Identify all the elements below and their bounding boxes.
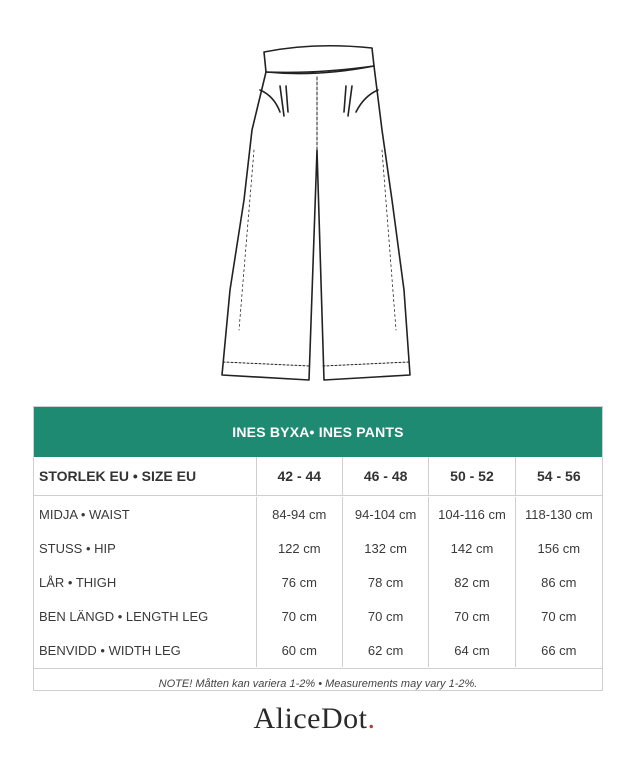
size-chart-table [33,406,603,691]
table-cell: 62 cm [343,633,429,667]
table-cell: 66 cm [541,642,577,658]
table-cell: 82 cm [429,565,515,599]
row-label: MIDJA • WAIST [34,497,257,531]
row-label: BEN LÄNGD • LENGTH LEG [34,599,257,633]
pants-illustration [214,30,424,390]
table-cell: 70 cm [429,599,515,633]
table-cell: 118-130 cm [524,506,593,522]
table-cell: 60 cm [257,633,343,667]
size-column-header: 42 - 44 [257,457,343,495]
size-column-header: 54 - 56 [537,468,581,484]
table-cell: 104-116 cm [429,497,515,531]
table-cell: 70 cm [343,599,429,633]
size-label: STORLEK EU • SIZE EU [34,457,257,495]
size-column-header: 50 - 52 [429,457,515,495]
measurement-rows [34,496,602,669]
table-cell: 70 cm [257,599,343,633]
row-label: LÅR • THIGH [34,565,257,599]
table-cell: 64 cm [429,633,515,667]
table-row [34,599,602,633]
table-cell: 78 cm [343,565,429,599]
table-cell: 132 cm [343,531,429,565]
measurement-note: NOTE! Måtten kan variera 1-2% • Measurements may vary 1-2%. [158,677,478,690]
row-label: STUSS • HIP [34,531,257,565]
size-column-header: 46 - 48 [343,457,429,495]
table-row [34,565,602,599]
table-row [34,497,602,531]
table-cell: 156 cm [537,540,581,556]
brand-logo [0,702,629,736]
table-cell: 70 cm [541,608,577,624]
table-row [34,531,602,565]
table-cell: 76 cm [257,565,343,599]
brand-dot: . [367,702,376,735]
table-cell: 122 cm [257,531,343,565]
size-header-row [34,457,602,496]
table-cell: 142 cm [429,531,515,565]
table-row [34,633,602,667]
table-cell: 84-94 cm [257,497,343,531]
table-cell: 94-104 cm [343,497,429,531]
table-cell: 86 cm [541,574,577,590]
brand-name: AliceDot [253,702,368,735]
row-label: BENVIDD • WIDTH LEG [34,633,257,667]
table-title: INES BYXA• INES PANTS [34,407,602,457]
